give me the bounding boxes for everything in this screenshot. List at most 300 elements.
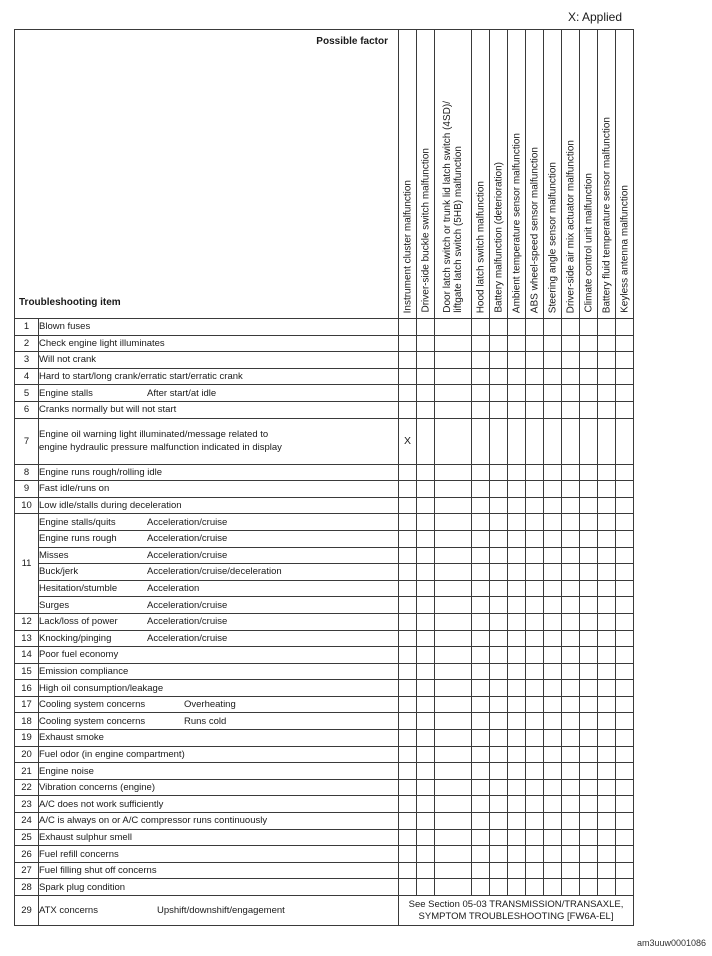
factor-label: Driver-side buckle switch malfunction <box>420 148 431 313</box>
mark-cell <box>490 796 508 813</box>
row-item: Spark plug condition <box>39 879 399 896</box>
row-number: 18 <box>15 713 39 730</box>
mark-cell <box>417 796 435 813</box>
mark-cell <box>544 530 562 547</box>
mark-cell <box>598 481 616 498</box>
row-item: Poor fuel economy <box>39 647 399 664</box>
table-row <box>15 680 634 697</box>
mark-cell <box>472 730 490 747</box>
mark-cell <box>417 829 435 846</box>
mark-cell <box>616 597 634 614</box>
mark-cell <box>562 530 580 547</box>
mark-cell <box>435 829 472 846</box>
row-number: 17 <box>15 696 39 713</box>
mark-cell <box>399 613 417 630</box>
mark-cell <box>616 514 634 531</box>
symptom-label: Misses <box>39 549 69 561</box>
mark-cell <box>598 401 616 418</box>
mark-cell <box>544 352 562 369</box>
mark-cell <box>508 514 526 531</box>
mark-cell <box>598 418 616 464</box>
table-row <box>15 779 634 796</box>
row-item: A/C does not work sufficiently <box>39 796 399 813</box>
mark-cell <box>562 401 580 418</box>
factor-column-header <box>526 30 544 319</box>
factor-label: Steering angle sensor malfunction <box>547 161 558 313</box>
mark-cell <box>562 319 580 336</box>
mark-cell <box>435 597 472 614</box>
table-row <box>15 696 634 713</box>
mark-cell <box>490 779 508 796</box>
row-number: 25 <box>15 829 39 846</box>
table-row <box>15 630 634 647</box>
mark-cell <box>399 368 417 385</box>
mark-cell <box>526 385 544 402</box>
mark-cell <box>544 335 562 352</box>
mark-cell <box>598 613 616 630</box>
mark-cell <box>417 713 435 730</box>
mark-cell <box>490 464 508 481</box>
mark-cell <box>417 385 435 402</box>
mark-cell <box>544 514 562 531</box>
factor-column-header <box>399 30 417 319</box>
mark-cell <box>580 763 598 780</box>
mark-cell <box>417 319 435 336</box>
table-row <box>15 713 634 730</box>
row-item: Blown fuses <box>39 319 399 336</box>
mark-cell <box>526 680 544 697</box>
table-row <box>15 813 634 830</box>
mark-cell <box>435 680 472 697</box>
mark-cell <box>544 464 562 481</box>
table-row <box>15 497 634 514</box>
mark-cell <box>417 547 435 564</box>
mark-cell <box>544 481 562 498</box>
mark-cell <box>472 580 490 597</box>
mark-cell <box>472 663 490 680</box>
factor-column-header <box>435 30 472 319</box>
mark-cell <box>399 464 417 481</box>
mark-cell <box>580 796 598 813</box>
row-item: Hard to start/long crank/erratic start/erratic crank <box>39 368 399 385</box>
mark-cell <box>435 530 472 547</box>
mark-cell <box>580 401 598 418</box>
mark-cell <box>508 613 526 630</box>
mark-cell <box>580 829 598 846</box>
mark-cell <box>435 385 472 402</box>
mark-cell <box>580 597 598 614</box>
mark-cell <box>526 597 544 614</box>
mark-cell <box>435 464 472 481</box>
mark-cell <box>598 879 616 896</box>
mark-cell <box>490 862 508 879</box>
symptom-label: Cooling system concerns <box>39 715 146 727</box>
symptom-label: Engine runs rough <box>39 533 117 545</box>
mark-cell <box>435 879 472 896</box>
mark-cell <box>616 481 634 498</box>
mark-cell <box>472 630 490 647</box>
mark-cell <box>508 418 526 464</box>
mark-cell <box>526 779 544 796</box>
mark-cell <box>490 613 508 630</box>
mark-cell <box>544 680 562 697</box>
condition-label: Acceleration/cruise <box>147 533 228 545</box>
mark-cell <box>508 564 526 581</box>
mark-cell <box>580 696 598 713</box>
mark-cell <box>598 663 616 680</box>
table-row <box>15 319 634 336</box>
mark-cell <box>598 464 616 481</box>
mark-cell <box>544 597 562 614</box>
mark-cell <box>562 763 580 780</box>
mark-cell <box>508 846 526 863</box>
mark-cell <box>472 547 490 564</box>
mark-cell <box>508 713 526 730</box>
mark-cell <box>399 547 417 564</box>
mark-cell <box>435 580 472 597</box>
row-number: 24 <box>15 813 39 830</box>
mark-cell <box>526 813 544 830</box>
mark-cell <box>562 696 580 713</box>
mark-cell <box>490 580 508 597</box>
mark-cell <box>544 319 562 336</box>
mark-cell <box>435 547 472 564</box>
mark-cell <box>598 779 616 796</box>
mark-cell <box>562 829 580 846</box>
mark-cell <box>544 713 562 730</box>
mark-cell <box>472 796 490 813</box>
mark-cell <box>616 763 634 780</box>
table-row <box>15 746 634 763</box>
mark-cell <box>580 813 598 830</box>
mark-cell <box>490 829 508 846</box>
condition-label: Upshift/downshift/engagement <box>157 905 285 916</box>
mark-cell <box>526 696 544 713</box>
row-number: 13 <box>15 630 39 647</box>
troubleshooting-item-label: Troubleshooting item <box>19 297 121 308</box>
mark-cell <box>508 481 526 498</box>
legend: X: Applied <box>567 10 622 24</box>
mark-cell <box>544 368 562 385</box>
mark-cell <box>508 335 526 352</box>
mark-cell <box>490 713 508 730</box>
symptom-label: Knocking/pinging <box>39 632 112 644</box>
mark-cell <box>616 829 634 846</box>
mark-cell <box>490 514 508 531</box>
mark-cell <box>562 580 580 597</box>
mark-cell <box>490 746 508 763</box>
mark-cell <box>399 779 417 796</box>
mark-cell <box>508 779 526 796</box>
table-row <box>15 335 634 352</box>
mark-cell <box>598 352 616 369</box>
mark-cell <box>417 401 435 418</box>
mark-cell <box>526 319 544 336</box>
mark-cell <box>616 647 634 664</box>
row-item: Fast idle/runs on <box>39 481 399 498</box>
row-number: 15 <box>15 663 39 680</box>
mark-cell <box>399 497 417 514</box>
mark-cell <box>580 335 598 352</box>
mark-cell <box>399 647 417 664</box>
mark-cell <box>399 597 417 614</box>
mark-cell <box>508 352 526 369</box>
condition-label: Acceleration/cruise <box>147 599 228 611</box>
mark-cell <box>598 335 616 352</box>
mark-cell <box>580 418 598 464</box>
mark-cell <box>580 663 598 680</box>
mark-cell <box>472 846 490 863</box>
table-row <box>15 530 634 547</box>
row-number: 12 <box>15 613 39 630</box>
row-item: Engine runs rough/rolling idle <box>39 464 399 481</box>
symptom-label: Cooling system concerns <box>39 699 146 711</box>
mark-cell <box>526 730 544 747</box>
row-number: 14 <box>15 647 39 664</box>
mark-cell <box>598 763 616 780</box>
mark-cell <box>526 481 544 498</box>
mark-cell <box>544 564 562 581</box>
mark-cell <box>562 779 580 796</box>
mark-cell <box>417 481 435 498</box>
mark-cell <box>616 779 634 796</box>
condition-label: Acceleration/cruise/deceleration <box>147 566 282 578</box>
mark-cell <box>435 779 472 796</box>
mark-cell <box>616 368 634 385</box>
mark-cell <box>490 385 508 402</box>
mark-cell <box>435 564 472 581</box>
mark-cell <box>562 630 580 647</box>
table-row <box>15 580 634 597</box>
mark-cell <box>417 862 435 879</box>
mark-cell <box>526 630 544 647</box>
factor-label: Battery malfunction (deterioration) <box>493 162 504 313</box>
row-number: 1 <box>15 319 39 336</box>
mark-cell <box>399 481 417 498</box>
condition-label: Acceleration/cruise <box>147 516 228 528</box>
mark-cell <box>508 796 526 813</box>
mark-cell <box>435 497 472 514</box>
mark-cell <box>616 418 634 464</box>
mark-cell <box>598 368 616 385</box>
mark-cell <box>472 813 490 830</box>
mark-cell <box>562 663 580 680</box>
row-item: Engine noise <box>39 763 399 780</box>
mark-cell <box>562 730 580 747</box>
mark-cell <box>399 879 417 896</box>
mark-cell <box>399 696 417 713</box>
row-number: 7 <box>15 418 39 464</box>
mark-cell <box>508 746 526 763</box>
mark-cell <box>616 630 634 647</box>
mark-cell <box>598 796 616 813</box>
mark-cell <box>580 319 598 336</box>
table-row <box>15 730 634 747</box>
mark-cell <box>472 680 490 697</box>
mark-cell <box>580 368 598 385</box>
row-number: 3 <box>15 352 39 369</box>
row-item <box>39 385 399 402</box>
symptom-label: Hesitation/stumble <box>39 583 118 595</box>
mark-cell <box>417 779 435 796</box>
mark-cell <box>417 647 435 664</box>
mark-cell <box>435 663 472 680</box>
mark-cell <box>562 813 580 830</box>
row-item <box>39 597 399 614</box>
mark-cell <box>616 335 634 352</box>
mark-cell <box>399 763 417 780</box>
mark-cell <box>508 464 526 481</box>
mark-cell <box>472 319 490 336</box>
mark-cell <box>598 862 616 879</box>
row-number: 23 <box>15 796 39 813</box>
factor-column-header <box>472 30 490 319</box>
row-item <box>39 580 399 597</box>
mark-cell <box>526 613 544 630</box>
mark-cell <box>526 663 544 680</box>
mark-cell <box>399 385 417 402</box>
mark-cell <box>508 879 526 896</box>
mark-cell <box>435 746 472 763</box>
mark-cell <box>490 696 508 713</box>
mark-cell <box>598 846 616 863</box>
header-row <box>15 30 634 319</box>
mark-cell <box>526 879 544 896</box>
mark-cell <box>616 746 634 763</box>
mark-cell <box>435 335 472 352</box>
mark-cell <box>562 352 580 369</box>
mark-cell <box>616 530 634 547</box>
mark-cell <box>526 564 544 581</box>
mark-cell <box>580 746 598 763</box>
mark-cell <box>508 663 526 680</box>
mark-cell <box>544 696 562 713</box>
mark-cell <box>417 879 435 896</box>
mark-cell <box>490 763 508 780</box>
mark-cell <box>580 464 598 481</box>
mark-cell <box>399 813 417 830</box>
condition-label: Overheating <box>184 699 236 711</box>
row-number: 5 <box>15 385 39 402</box>
mark-cell <box>526 846 544 863</box>
mark-cell <box>562 335 580 352</box>
mark-cell <box>544 763 562 780</box>
mark-cell <box>526 713 544 730</box>
mark-cell <box>508 680 526 697</box>
mark-cell <box>508 597 526 614</box>
table-row <box>15 385 634 402</box>
mark-cell <box>544 647 562 664</box>
mark-cell <box>580 730 598 747</box>
mark-cell <box>526 647 544 664</box>
mark-cell <box>580 514 598 531</box>
row-number: 21 <box>15 763 39 780</box>
mark-cell <box>490 401 508 418</box>
mark-cell <box>562 497 580 514</box>
mark-cell <box>616 796 634 813</box>
mark-cell <box>580 547 598 564</box>
mark-cell <box>562 613 580 630</box>
mark-cell <box>508 696 526 713</box>
mark-cell <box>598 730 616 747</box>
row-item: Check engine light illuminates <box>39 335 399 352</box>
mark-cell <box>544 730 562 747</box>
symptom-label: Surges <box>39 599 70 611</box>
condition-label: Acceleration/cruise <box>147 616 228 628</box>
mark-cell <box>544 401 562 418</box>
mark-cell <box>435 613 472 630</box>
mark-cell <box>399 564 417 581</box>
mark-cell <box>490 846 508 863</box>
mark-cell <box>490 647 508 664</box>
condition-label: Acceleration/cruise <box>147 549 228 561</box>
factor-label: ABS wheel-speed sensor malfunction <box>529 146 540 313</box>
row-number: 19 <box>15 730 39 747</box>
condition-label: Acceleration <box>147 583 200 595</box>
mark-cell <box>544 580 562 597</box>
row-item <box>39 696 399 713</box>
mark-cell <box>417 564 435 581</box>
mark-cell <box>598 680 616 697</box>
mark-cell <box>526 497 544 514</box>
mark-cell <box>417 680 435 697</box>
factor-column-header <box>616 30 634 319</box>
table-row <box>15 514 634 531</box>
mark-cell <box>616 713 634 730</box>
mark-cell <box>580 680 598 697</box>
mark-cell <box>598 497 616 514</box>
mark-cell <box>580 846 598 863</box>
mark-cell <box>526 530 544 547</box>
mark-cell <box>616 613 634 630</box>
row-item: Emission compliance <box>39 663 399 680</box>
mark-cell <box>580 879 598 896</box>
mark-cell <box>472 564 490 581</box>
mark-cell <box>472 385 490 402</box>
mark-cell <box>526 829 544 846</box>
mark-cell <box>562 879 580 896</box>
mark-cell <box>526 547 544 564</box>
mark-cell <box>562 481 580 498</box>
mark-cell <box>526 746 544 763</box>
table-row <box>15 846 634 863</box>
mark-cell <box>508 829 526 846</box>
factor-column-header <box>580 30 598 319</box>
mark-cell <box>435 696 472 713</box>
mark-cell <box>508 580 526 597</box>
mark-cell <box>598 319 616 336</box>
row-item <box>39 530 399 547</box>
mark-cell <box>472 401 490 418</box>
mark-cell <box>417 464 435 481</box>
mark-cell <box>490 481 508 498</box>
mark-cell <box>544 663 562 680</box>
mark-cell <box>490 368 508 385</box>
mark-cell <box>399 530 417 547</box>
mark-cell <box>490 530 508 547</box>
table-row <box>15 763 634 780</box>
row-item <box>39 713 399 730</box>
mark-cell <box>399 846 417 863</box>
mark-cell <box>526 580 544 597</box>
mark-cell <box>544 497 562 514</box>
mark-cell <box>399 746 417 763</box>
mark-cell <box>616 385 634 402</box>
mark-cell <box>472 829 490 846</box>
mark-cell <box>544 862 562 879</box>
mark-cell <box>616 401 634 418</box>
table-row <box>15 862 634 879</box>
